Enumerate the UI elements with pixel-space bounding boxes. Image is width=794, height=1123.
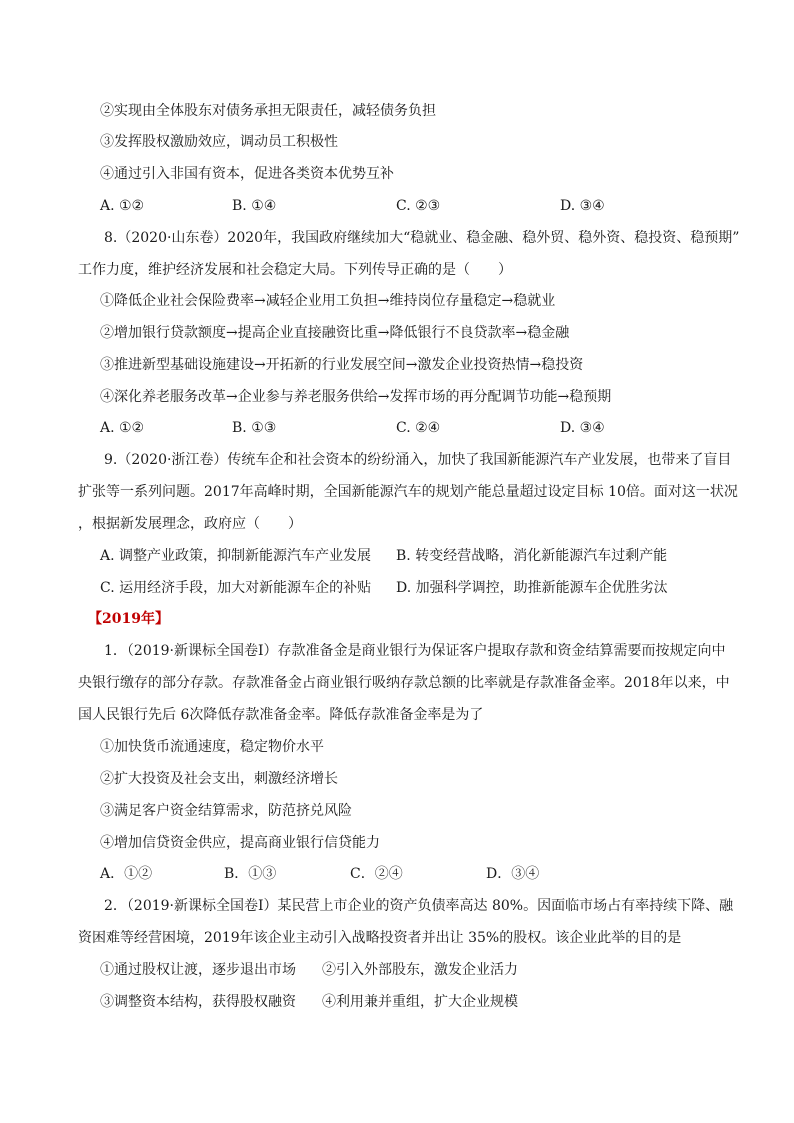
q2019-2-stem-line-2: 资困难等经营困境，2019年该企业主动引入战略投资者并出让 35%的股权。该企业此举的目的是	[78, 930, 682, 946]
q7-choice-a: A. ①②	[100, 198, 145, 214]
q8-choice-c: C. ②④	[396, 420, 441, 436]
q2019-2-stem-line-1: 2．（2019·新课标全国卷Ⅰ）某民营上市企业的资产负债率高达 80%。因面临市场占有率持续下降、融	[104, 898, 734, 914]
q9-option-c: C. 运用经济手段，加大对新能源车企的补贴	[100, 580, 372, 596]
q2019-1-statement-4: ④增加信贷资金供应，提高商业银行信贷能力	[100, 835, 380, 851]
q2019-2-statement-1: ①通过股权让渡，逐步退出市场	[100, 962, 296, 978]
q7-choice-d: D. ③④	[560, 198, 605, 214]
q2019-1-stem-line-2: 央银行缴存的部分存款。存款准备金占商业银行吸纳存款总额的比率就是存款准备金率。2018年以来，中	[78, 675, 730, 691]
q7-choice-c: C. ②③	[396, 198, 441, 214]
q2019-2-statement-4: ④利用兼并重组，扩大企业规模	[322, 994, 518, 1010]
q2019-1-choice-c: C．②④	[350, 866, 403, 882]
q8-statement-3: ③推进新型基础设施建设→开拓新的行业发展空间→激发企业投资热情→稳投资	[100, 357, 584, 373]
q2019-1-statement-1: ①加快货币流通速度，稳定物价水平	[100, 739, 324, 755]
q8-stem-line-1: 8.（2020·山东卷）2020年，我国政府继续加大“稳就业、稳金融、稳外贸、稳外资、稳投资、稳预期”	[104, 230, 740, 246]
q9-option-b: B. 转变经营战略，消化新能源汽车过剩产能	[396, 548, 668, 564]
q2019-1-stem-line-3: 国人民银行先后 6次降低存款准备金率。降低存款准备金率是为了	[78, 707, 484, 723]
q8-choice-a: A. ①②	[100, 420, 145, 436]
q2019-1-statement-2: ②扩大投资及社会支出，刺激经济增长	[100, 771, 338, 787]
q8-stem-line-2: 工作力度，维护经济发展和社会稳定大局。下列传导正确的是（ ）	[78, 262, 512, 278]
q2019-2-statement-2: ②引入外部股东，激发企业活力	[322, 962, 518, 978]
q7-choices	[100, 196, 700, 216]
q8-choice-d: D. ③④	[560, 420, 605, 436]
q2019-1-choices	[100, 864, 700, 884]
q8-statement-1: ①降低企业社会保险费率→减轻企业用工负担→维持岗位存量稳定→稳就业	[100, 293, 556, 309]
q8-statement-2: ②增加银行贷款额度→提高企业直接融资比重→降低银行不良贷款率→稳金融	[100, 325, 570, 341]
q2019-2-statement-3: ③调整资本结构，获得股权融资	[100, 994, 296, 1010]
q9-stem-line-2: 扩张等一系列问题。2017年高峰时期，全国新能源汽车的规划产能总量超过设定目标 10倍。面对这一状况	[78, 484, 738, 500]
q2019-1-statement-3: ③满足客户资金结算需求，防范挤兑风险	[100, 803, 352, 819]
q2019-1-choice-b: B．①③	[224, 866, 277, 882]
q2019-1-stem-line-1: 1．（2019·新课标全国卷Ⅰ）存款准备金是商业银行为保证客户提取存款和资金结算需要而按规定向中	[104, 643, 726, 659]
section-year-heading: 【2019年】	[88, 611, 169, 627]
q9-stem-line-3: ，根据新发展理念，政府应（ ）	[78, 516, 302, 532]
q8-statement-4: ④深化养老服务改革→企业参与养老服务供给→发挥市场的再分配调节功能→稳预期	[100, 389, 612, 405]
q8-choices	[100, 418, 700, 438]
q7-statement-2: ②实现由全体股东对债务承担无限责任，减轻债务负担	[100, 103, 436, 119]
q7-statement-3: ③发挥股权激励效应，调动员工积极性	[100, 134, 338, 150]
q7-choice-b: B. ①④	[232, 198, 277, 214]
q9-option-a: A. 调整产业政策，抑制新能源汽车产业发展	[100, 548, 372, 564]
q2019-1-choice-a: A．①②	[100, 866, 153, 882]
q2019-1-choice-d: D．③④	[486, 866, 540, 882]
q8-choice-b: B. ①③	[232, 420, 277, 436]
q9-option-d: D. 加强科学调控，助推新能源车企优胜劣汰	[396, 580, 668, 596]
q9-stem-line-1: 9.（2020·浙江卷）传统车企和社会资本的纷纷涌入，加快了我国新能源汽车产业发展，也带来了盲目	[104, 452, 732, 468]
q7-statement-4: ④通过引入非国有资本，促进各类资本优势互补	[100, 166, 394, 182]
